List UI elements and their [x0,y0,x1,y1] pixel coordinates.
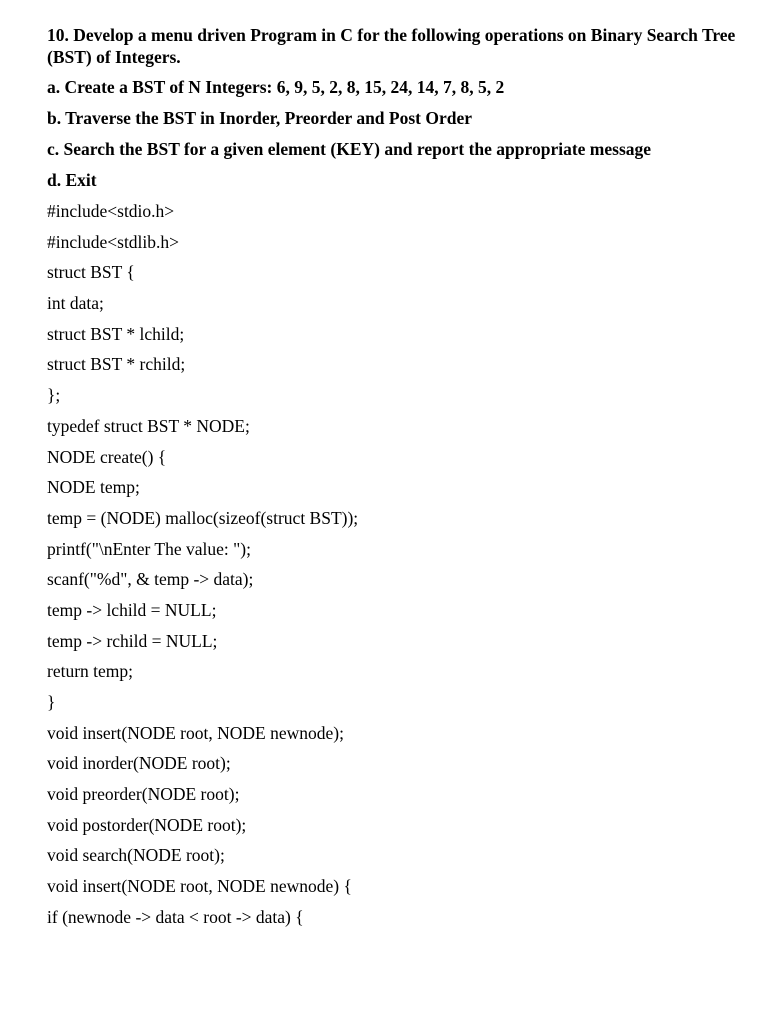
document-page [47,24,737,937]
code-line: struct BST * rchild; [47,354,186,375]
code-line: #include<stdlib.h> [47,231,180,252]
code-line: }; [47,385,61,406]
code-line: printf("\nEnter The value: "); [47,538,251,559]
code-line: void insert(NODE root, NODE newnode) { [47,876,352,897]
code-line: } [47,692,56,712]
question-title: 10. Develop a menu driven Program in C for the following operations on Binary Search Tree (BST) of Integers. [47,25,736,67]
code-line: void search(NODE root); [47,845,225,866]
option-c: c. Search the BST for a given element (KEY) and report the appropriate message [47,139,652,159]
code-line: if (newnode -> data < root -> data) { [47,906,304,927]
code-line: typedef struct BST * NODE; [47,415,250,436]
code-line: void postorder(NODE root); [47,814,247,835]
option-b: b. Traverse the BST in Inorder, Preorder and Post Order [47,108,473,128]
code-line: int data; [47,293,104,314]
code-line: struct BST { [47,262,135,283]
code-line: temp -> lchild = NULL; [47,599,217,620]
code-line: void inorder(NODE root); [47,753,231,774]
option-a: a. Create a BST of N Integers: 6, 9, 5, 2, 8, 15, 24, 14, 7, 8, 5, 2 [47,77,505,97]
code-line: struct BST * lchild; [47,323,185,344]
code-line: return temp; [47,661,134,682]
code-line: temp = (NODE) malloc(sizeof(struct BST)); [47,507,359,528]
code-line: NODE create() { [47,446,167,467]
code-line: #include<stdio.h> [47,201,175,221]
code-line: void preorder(NODE root); [47,784,240,805]
code-line: void insert(NODE root, NODE newnode); [47,722,344,743]
code-line: scanf("%d", & temp -> data); [47,569,254,590]
code-line: NODE temp; [47,477,140,498]
code-line: temp -> rchild = NULL; [47,630,218,651]
code-block [47,200,737,937]
option-d: d. Exit [47,170,97,190]
